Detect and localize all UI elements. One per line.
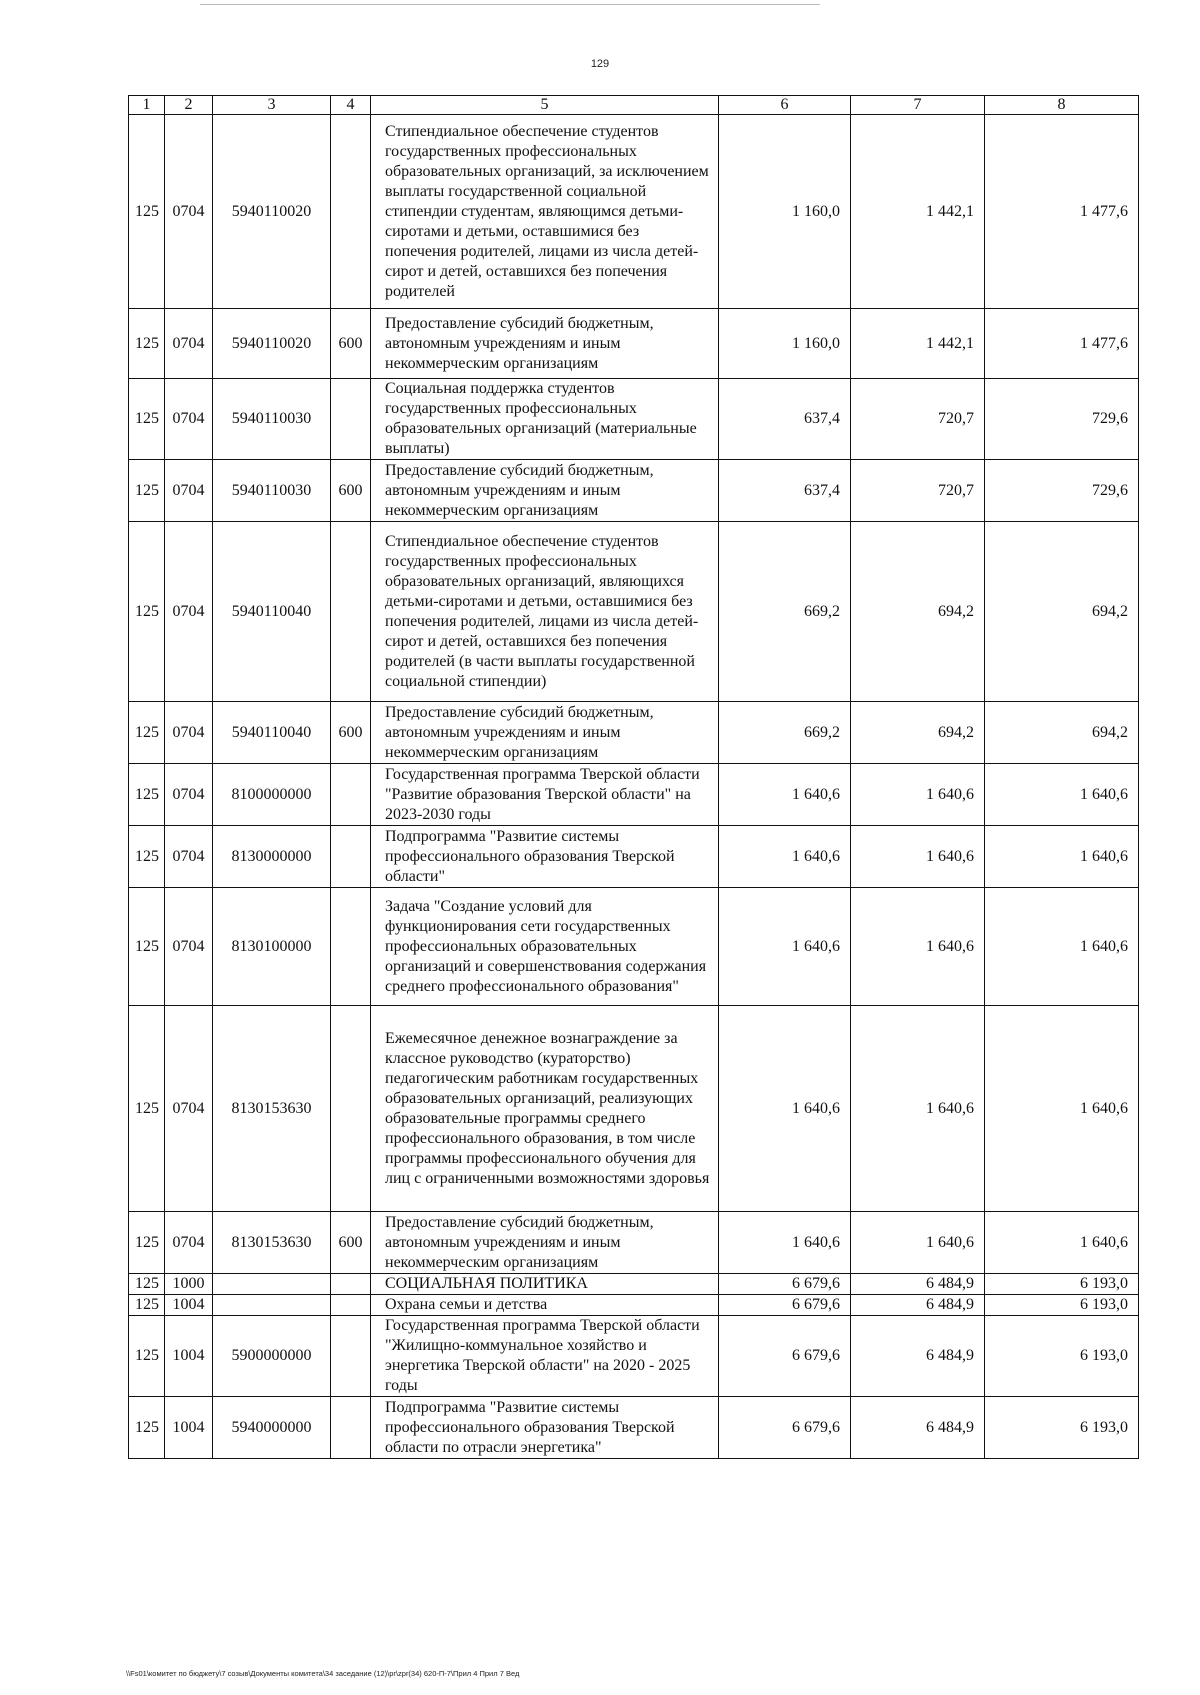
budget-class-code: 125 [129, 1397, 165, 1459]
amount-year-1: 6 679,6 [719, 1295, 851, 1316]
amount-year-2: 1 640,6 [851, 1212, 985, 1274]
table-row [129, 888, 1139, 1006]
amount-year-2: 6 484,9 [851, 1274, 985, 1295]
section-code: 0704 [165, 309, 213, 379]
amount-year-1: 637,4 [719, 379, 851, 460]
item-name: Стипендиальное обеспечение студентов государственных профессиональных образовательных организаций, являющихся детьми-сиротами и детьми, оставшимися без попечения родителей, лицами из числа детей-сирот и детей, оставшихся без попечения родителей (в части выплаты государственной социальной стипендии) [371, 522, 719, 702]
table-row [129, 1397, 1139, 1459]
item-name: Государственная программа Тверской области "Развитие образования Тверской области" на 2023-2030 годы [371, 764, 719, 826]
expense-type-code [331, 826, 371, 888]
header-row [129, 96, 1139, 115]
target-article-code: 5900000000 [213, 1316, 331, 1397]
amount-year-2: 6 484,9 [851, 1295, 985, 1316]
section-code: 0704 [165, 379, 213, 460]
table-row [129, 115, 1139, 309]
section-code: 0704 [165, 1212, 213, 1274]
amount-year-3: 1 640,6 [985, 1006, 1139, 1212]
budget-class-code: 125 [129, 1274, 165, 1295]
amount-year-3: 729,6 [985, 379, 1139, 460]
table-row [129, 309, 1139, 379]
amount-year-1: 6 679,6 [719, 1397, 851, 1459]
amount-year-1: 1 640,6 [719, 764, 851, 826]
table-row [129, 1316, 1139, 1397]
section-code: 0704 [165, 460, 213, 522]
amount-year-3: 1 477,6 [985, 115, 1139, 309]
amount-year-2: 1 442,1 [851, 309, 985, 379]
item-name: Задача "Создание условий для функционирования сети государственных профессиональных образовательных организаций и совершенствования содержания среднего профессионального образования" [371, 888, 719, 1006]
section-code: 1004 [165, 1316, 213, 1397]
amount-year-3: 6 193,0 [985, 1295, 1139, 1316]
expense-type-code [331, 115, 371, 309]
table-row [129, 826, 1139, 888]
top-rule [200, 4, 820, 5]
table-row [129, 379, 1139, 460]
target-article-code: 5940110020 [213, 309, 331, 379]
item-name: Подпрограмма "Развитие системы профессионального образования Тверской области" [371, 826, 719, 888]
expense-type-code: 600 [331, 460, 371, 522]
budget-class-code: 125 [129, 702, 165, 764]
item-name: Предоставление субсидий бюджетным, автономным учреждениям и иным некоммерческим организациям [371, 1212, 719, 1274]
section-code: 0704 [165, 522, 213, 702]
target-article-code: 5940110030 [213, 379, 331, 460]
budget-class-code: 125 [129, 460, 165, 522]
target-article-code: 5940110030 [213, 460, 331, 522]
item-name: Ежемесячное денежное вознаграждение за классное руководство (кураторство) педагогическим работникам государственных образовательных организаций, реализующих образовательные программы среднего профессионального образования, в том числе программы профессионального обучения для лиц с ограниченными возможностями здоровья [371, 1006, 719, 1212]
amount-year-3: 6 193,0 [985, 1316, 1139, 1397]
section-code: 0704 [165, 1006, 213, 1212]
section-code: 1004 [165, 1295, 213, 1316]
target-article-code: 5940110020 [213, 115, 331, 309]
section-code: 0704 [165, 764, 213, 826]
budget-class-code: 125 [129, 115, 165, 309]
item-name: СОЦИАЛЬНАЯ ПОЛИТИКА [371, 1274, 719, 1295]
amount-year-3: 694,2 [985, 522, 1139, 702]
expense-type-code: 600 [331, 702, 371, 764]
table-row [129, 764, 1139, 826]
amount-year-3: 1 640,6 [985, 826, 1139, 888]
expense-type-code [331, 888, 371, 1006]
budget-class-code: 125 [129, 1316, 165, 1397]
amount-year-2: 1 640,6 [851, 888, 985, 1006]
item-name: Подпрограмма "Развитие системы профессионального образования Тверской области по отрасли энергетика" [371, 1397, 719, 1459]
target-article-code [213, 1274, 331, 1295]
amount-year-1: 637,4 [719, 460, 851, 522]
target-article-code: 5940000000 [213, 1397, 331, 1459]
section-code: 0704 [165, 888, 213, 1006]
amount-year-2: 694,2 [851, 522, 985, 702]
item-name: Государственная программа Тверской области "Жилищно-коммунальное хозяйство и энергетика Тверской области" на 2020 - 2025 годы [371, 1316, 719, 1397]
target-article-code: 8130100000 [213, 888, 331, 1006]
expense-type-code: 600 [331, 309, 371, 379]
budget-class-code: 125 [129, 379, 165, 460]
column-header: 3 [213, 96, 331, 115]
amount-year-1: 1 640,6 [719, 1006, 851, 1212]
section-code: 1004 [165, 1397, 213, 1459]
amount-year-1: 669,2 [719, 702, 851, 764]
item-name: Социальная поддержка студентов государственных профессиональных образовательных организаций (материальные выплаты) [371, 379, 719, 460]
target-article-code: 5940110040 [213, 522, 331, 702]
budget-class-code: 125 [129, 1295, 165, 1316]
budget-class-code: 125 [129, 309, 165, 379]
expense-type-code [331, 1397, 371, 1459]
amount-year-3: 1 477,6 [985, 309, 1139, 379]
target-article-code: 8100000000 [213, 764, 331, 826]
amount-year-1: 1 640,6 [719, 888, 851, 1006]
item-name: Охрана семьи и детства [371, 1295, 719, 1316]
amount-year-1: 1 640,6 [719, 1212, 851, 1274]
section-code: 0704 [165, 115, 213, 309]
expense-type-code [331, 1006, 371, 1212]
amount-year-2: 1 442,1 [851, 115, 985, 309]
section-code: 0704 [165, 826, 213, 888]
column-header: 8 [985, 96, 1139, 115]
amount-year-2: 6 484,9 [851, 1316, 985, 1397]
item-name: Предоставление субсидий бюджетным, автономным учреждениям и иным некоммерческим организациям [371, 702, 719, 764]
amount-year-1: 6 679,6 [719, 1274, 851, 1295]
amount-year-3: 6 193,0 [985, 1274, 1139, 1295]
amount-year-1: 1 160,0 [719, 309, 851, 379]
expense-type-code: 600 [331, 1212, 371, 1274]
item-name: Предоставление субсидий бюджетным, автономным учреждениям и иным некоммерческим организациям [371, 309, 719, 379]
expense-type-code [331, 1274, 371, 1295]
amount-year-2: 694,2 [851, 702, 985, 764]
budget-class-code: 125 [129, 522, 165, 702]
footer-file-path: \\Fs01\комитет по бюджету\7 созыв\Документы комитета\34 заседание (12)\pr\zpr(34) 620-П-7\Прил 4 Прил 7 Вед [126, 1669, 520, 1678]
amount-year-1: 669,2 [719, 522, 851, 702]
table-row [129, 522, 1139, 702]
section-code: 0704 [165, 702, 213, 764]
target-article-code [213, 1295, 331, 1316]
table-row [129, 1295, 1139, 1316]
expense-type-code [331, 764, 371, 826]
budget-class-code: 125 [129, 888, 165, 1006]
budget-table [128, 95, 1139, 1459]
amount-year-1: 6 679,6 [719, 1316, 851, 1397]
amount-year-2: 1 640,6 [851, 764, 985, 826]
amount-year-2: 1 640,6 [851, 826, 985, 888]
column-header: 6 [719, 96, 851, 115]
budget-class-code: 125 [129, 1006, 165, 1212]
column-header: 1 [129, 96, 165, 115]
column-header: 2 [165, 96, 213, 115]
column-header: 5 [371, 96, 719, 115]
budget-class-code: 125 [129, 826, 165, 888]
table-row [129, 1006, 1139, 1212]
amount-year-2: 1 640,6 [851, 1006, 985, 1212]
target-article-code: 8130153630 [213, 1212, 331, 1274]
target-article-code: 5940110040 [213, 702, 331, 764]
table-row [129, 1212, 1139, 1274]
column-header: 7 [851, 96, 985, 115]
amount-year-3: 729,6 [985, 460, 1139, 522]
amount-year-2: 720,7 [851, 460, 985, 522]
table-row [129, 460, 1139, 522]
budget-class-code: 125 [129, 764, 165, 826]
amount-year-1: 1 160,0 [719, 115, 851, 309]
target-article-code: 8130000000 [213, 826, 331, 888]
page-number: 129 [590, 58, 610, 70]
amount-year-1: 1 640,6 [719, 826, 851, 888]
table-row [129, 1274, 1139, 1295]
expense-type-code [331, 1295, 371, 1316]
expense-type-code [331, 379, 371, 460]
column-header: 4 [331, 96, 371, 115]
amount-year-3: 1 640,6 [985, 764, 1139, 826]
table-row [129, 702, 1139, 764]
budget-class-code: 125 [129, 1212, 165, 1274]
item-name: Стипендиальное обеспечение студентов государственных профессиональных образовательных организаций, за исключением выплаты государственной социальной стипендии студентам, являющимся детьми-сиротами и детьми, оставшимися без попечения родителей, лицами из числа детей-сирот и детей, оставшихся без попечения родителей [371, 115, 719, 309]
amount-year-3: 6 193,0 [985, 1397, 1139, 1459]
amount-year-3: 1 640,6 [985, 1212, 1139, 1274]
target-article-code: 8130153630 [213, 1006, 331, 1212]
section-code: 1000 [165, 1274, 213, 1295]
amount-year-3: 694,2 [985, 702, 1139, 764]
expense-type-code [331, 522, 371, 702]
amount-year-3: 1 640,6 [985, 888, 1139, 1006]
item-name: Предоставление субсидий бюджетным, автономным учреждениям и иным некоммерческим организациям [371, 460, 719, 522]
amount-year-2: 720,7 [851, 379, 985, 460]
amount-year-2: 6 484,9 [851, 1397, 985, 1459]
table-body [129, 115, 1139, 1459]
expense-type-code [331, 1316, 371, 1397]
